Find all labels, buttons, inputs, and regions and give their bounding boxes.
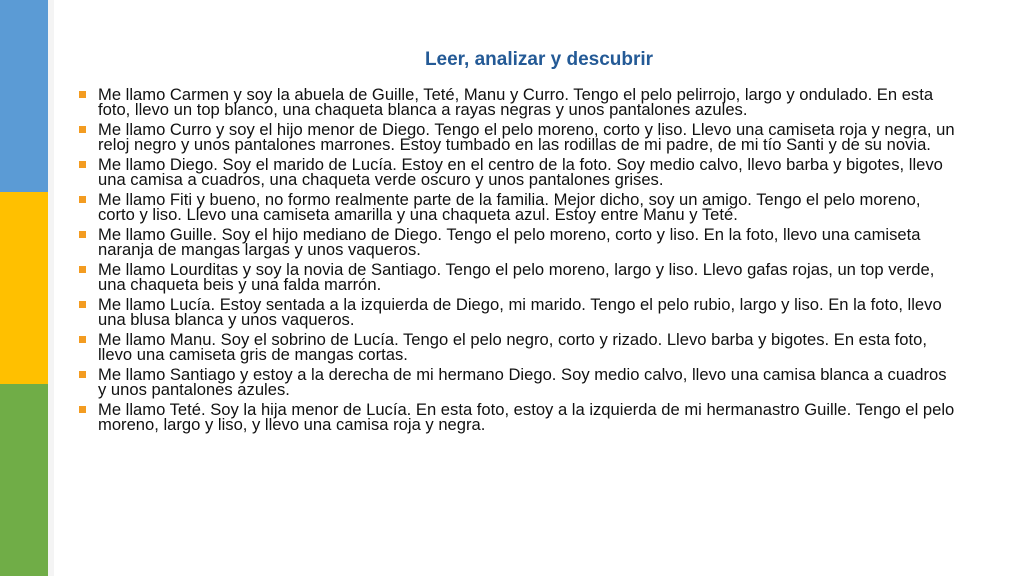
bullet-square-icon — [79, 196, 86, 203]
bullet-item — [78, 85, 958, 119]
bullet-text: Me llamo Carmen y soy la abuela de Guille, Teté, Manu y Curro. Tengo el pelo pelirrojo, largo y ondulado. En esta foto, llevo un top blanco, una chaqueta blanca a rayas negras y unos pantalones azules. — [98, 85, 934, 119]
bullet-text: Me llamo Santiago y estoy a la derecha de mi hermano Diego. Soy medio calvo, llevo una camisa blanca a cuadros y unos pantalones azules. — [98, 365, 947, 399]
bullet-text: Me llamo Guille. Soy el hijo mediano de Diego. Tengo el pelo moreno, corto y liso. En la foto, llevo una camiseta naranja de mangas largas y unos vaqueros. — [98, 225, 921, 259]
bullet-item — [78, 330, 958, 364]
bullet-item — [78, 190, 958, 224]
bullet-text: Me llamo Teté. Soy la hija menor de Lucía. En esta foto, estoy a la izquierda de mi hermanastro Guille. Tengo el pelo moreno, largo y liso, y llevo una camisa roja y negra. — [98, 400, 955, 434]
accent-bar-blue — [0, 0, 48, 192]
bullet-square-icon — [79, 91, 86, 98]
bullet-square-icon — [79, 126, 86, 133]
bullet-square-icon — [79, 266, 86, 273]
bullet-text: Me llamo Lourditas y soy la novia de Santiago. Tengo el pelo moreno, largo y liso. Llevo gafas rojas, un top verde, una chaqueta beis y una falda marrón. — [98, 260, 935, 294]
bullet-square-icon — [79, 406, 86, 413]
bullet-item — [78, 365, 958, 399]
bullet-square-icon — [79, 371, 86, 378]
slide-title: Leer, analizar y descubrir — [424, 49, 654, 70]
bullet-item — [78, 400, 958, 434]
bullet-square-icon — [79, 336, 86, 343]
bullet-square-icon — [79, 301, 86, 308]
bullet-item — [78, 260, 958, 294]
bullet-text: Me llamo Fiti y bueno, no formo realmente parte de la familia. Mejor dicho, soy un amigo. Tengo el pelo moreno, corto y liso. Llevo una camiseta amarilla y una chaqueta azul. Estoy entre Manu y Teté. — [98, 190, 921, 224]
accent-bar-green — [0, 384, 48, 576]
bullet-item — [78, 295, 958, 329]
bullet-item — [78, 225, 958, 259]
bullet-item — [78, 155, 958, 189]
bullet-text: Me llamo Curro y soy el hijo menor de Diego. Tengo el pelo moreno, corto y liso. Llevo una camiseta roja y negra, un reloj negro y unos pantalones marrones. Estoy tumbado en las rodillas de mi padre, de mi tío Santi y de su novia. — [98, 120, 955, 154]
bullet-square-icon — [79, 231, 86, 238]
bullet-text: Me llamo Manu. Soy el sobrino de Lucía. Tengo el pelo negro, corto y rizado. Llevo barba y bigotes. En esta foto, llevo una camiseta gris de mangas cortas. — [98, 330, 927, 364]
bullet-list — [78, 85, 958, 438]
bullet-text: Me llamo Lucía. Estoy sentada a la izquierda de Diego, mi marido. Tengo el pelo rubio, largo y liso. En la foto, llevo una blusa blanca y unos vaqueros. — [98, 295, 942, 329]
accent-bar-edge — [48, 0, 54, 576]
bullet-square-icon — [79, 161, 86, 168]
accent-bar-yellow — [0, 192, 48, 384]
bullet-text: Me llamo Diego. Soy el marido de Lucía. Estoy en el centro de la foto. Soy medio calvo, llevo barba y bigotes, llevo una camisa a cuadros, una chaqueta verde oscuro y unos pantalones grises. — [98, 155, 943, 189]
bullet-item — [78, 120, 958, 154]
